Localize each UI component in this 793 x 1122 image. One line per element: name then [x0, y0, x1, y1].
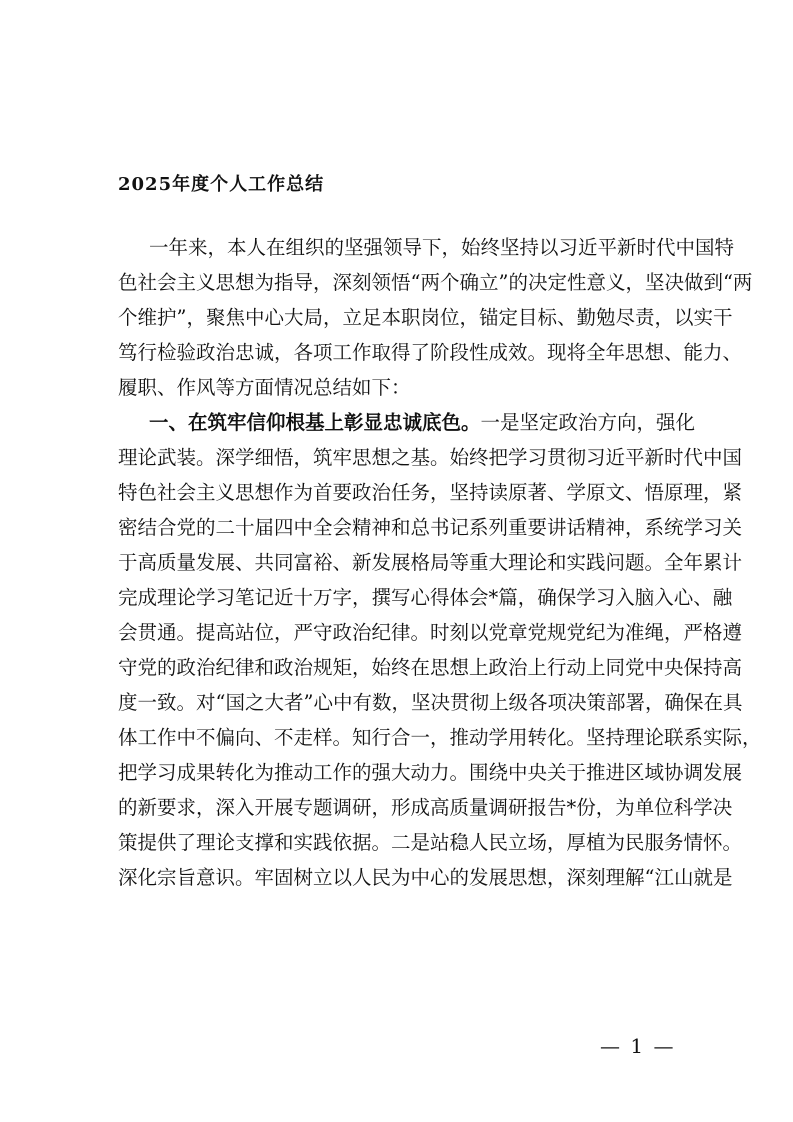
- text-line: 完成理论学习笔记近十万字，撰写心得体会*篇，确保学习入脑入心、融: [118, 586, 733, 609]
- text-line: 会贯通。提高站位，严守政治纪律。时刻以党章党规党纪为准绳，严格遵: [118, 621, 743, 644]
- paragraph-intro: [118, 230, 753, 405]
- text-line: 深化宗旨意识。牢固树立以人民为中心的发展思想，深刻理解“江山就是: [118, 866, 733, 889]
- text-line: 的新要求，深入开展专题调研，形成高质量调研报告*份，为单位科学决: [118, 796, 733, 819]
- document-title: 2025年度个人工作总结: [118, 174, 325, 195]
- text-line: 体工作中不偏向、不走样。知行合一，推动学用转化。坚持理论联系实际，: [118, 726, 762, 749]
- document-body: [118, 230, 762, 895]
- text-line: 特色社会主义思想作为首要政治任务，坚持读原著、学原文、悟原理，紧: [118, 481, 743, 504]
- page-number: — 1 —: [600, 1034, 676, 1058]
- section-heading: 一、在筑牢信仰根基上彰显忠诚底色。: [149, 411, 481, 434]
- text-line: 履职、作风等方面情况总结如下：: [118, 376, 411, 399]
- text-line: 理论武装。深学细悟，筑牢思想之基。始终把学习贯彻习近平新时代中国: [118, 446, 743, 469]
- text-line: 度一致。对“国之大者”心中有数，坚决贯彻上级各项决策部署，确保在具: [118, 691, 743, 714]
- text-line: 于高质量发展、共同富裕、新发展格局等重大理论和实践问题。全年累计: [118, 551, 743, 574]
- text-line: 守党的政治纪律和政治规矩，始终在思想上政治上行动上同党中央保持高: [118, 656, 743, 679]
- text-line: 策提供了理论支撑和实践依据。二是站稳人民立场，厚植为民服务情怀。: [118, 831, 743, 854]
- text-line: 笃行检验政治忠诚，各项工作取得了阶段性成效。现将全年思想、能力、: [118, 341, 743, 364]
- text-line: 一年来，本人在组织的坚强领导下，始终坚持以习近平新时代中国特: [149, 236, 735, 259]
- text-line: 色社会主义思想为指导，深刻领悟“两个确立”的决定性意义，坚决做到“两: [118, 271, 753, 294]
- text-line: [118, 405, 696, 440]
- text-run: 一是坚定政治方向，强化: [480, 411, 696, 434]
- text-line: 把学习成果转化为推动工作的强大动力。围绕中央关于推进区域协调发展: [118, 761, 743, 784]
- text-line: 密结合党的二十届四中全会精神和总书记系列重要讲话精神，系统学习关: [118, 516, 743, 539]
- text-line: 个维护”，聚焦中心大局，立足本职岗位，锚定目标、勤勉尽责，以实干: [118, 306, 733, 329]
- paragraph-section-1: [118, 405, 762, 895]
